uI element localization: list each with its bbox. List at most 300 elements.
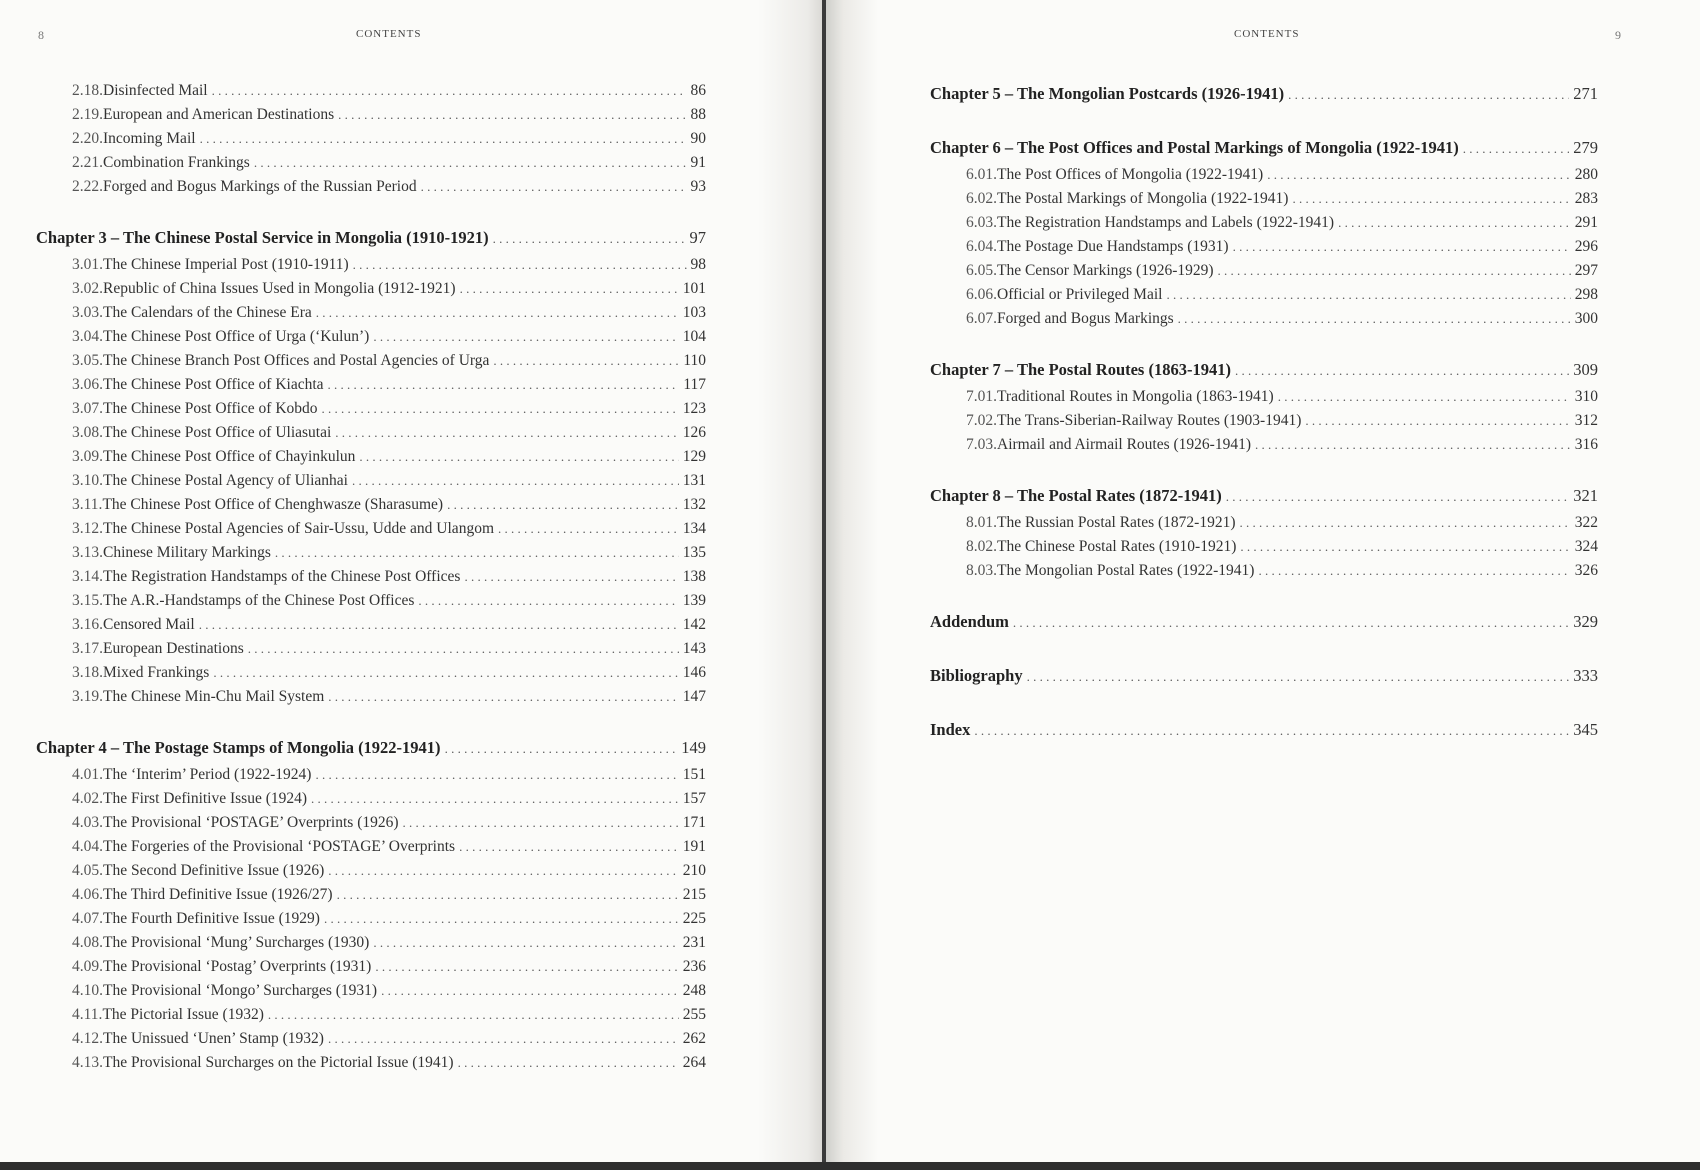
toc-section-number: 3.07. (72, 400, 103, 417)
toc-leader-dots (1226, 489, 1569, 505)
toc-section-title: Republic of China Issues Used in Mongolia (1912-1921) (103, 280, 456, 297)
toc-section-title: The Chinese Branch Post Offices and Postal Agencies of Urga (103, 352, 490, 369)
toc-group (930, 666, 1598, 694)
toc-leader-dots (1013, 615, 1569, 631)
toc-section-entry (0, 1054, 706, 1078)
toc-section-title: The Pictorial Issue (1932) (102, 1006, 264, 1023)
toc-section-entry (930, 562, 1598, 586)
toc-page-number: 283 (1574, 190, 1598, 207)
toc-section-title: European Destinations (103, 640, 244, 657)
toc-section-entry (0, 664, 706, 688)
toc-section-title: The Chinese Postal Rates (1910-1921) (997, 538, 1237, 555)
toc-section-entry (0, 400, 706, 424)
toc-section-title: The Provisional ‘Mung’ Surcharges (1930) (103, 934, 370, 951)
toc-chapter-entry (930, 84, 1598, 112)
toc-page-number: 134 (682, 520, 706, 537)
toc-page-number: 93 (690, 178, 706, 195)
toc-page-number: 329 (1573, 612, 1598, 631)
toc-page-number: 171 (682, 814, 706, 831)
toc-section-entry (930, 310, 1598, 334)
toc-section-entry (930, 190, 1598, 214)
toc-section-number: 2.20. (72, 130, 103, 147)
toc-section-entry (0, 130, 706, 154)
toc-section-title: Traditional Routes in Mongolia (1863-1941) (997, 388, 1274, 405)
toc-page-number: 132 (682, 496, 706, 513)
toc-section-title: The Postage Due Handstamps (1931) (997, 238, 1229, 255)
toc-page-number: 98 (690, 256, 706, 273)
toc-page-number: 324 (1574, 538, 1598, 555)
toc-chapter-title: Chapter 5 – The Mongolian Postcards (1926-1941) (930, 84, 1285, 103)
toc-leader-dots (418, 593, 678, 609)
toc-page-number: 322 (1574, 514, 1598, 531)
toc-section-title: Mixed Frankings (103, 664, 210, 681)
toc-section-entry (0, 328, 706, 352)
toc-section-title: The Chinese Min-Chu Mail System (103, 688, 325, 705)
toc-leader-dots (275, 545, 679, 561)
toc-leader-dots (199, 617, 679, 633)
toc-page-number: 215 (682, 886, 706, 903)
toc-page-number: 345 (1573, 720, 1598, 739)
toc-chapter-title: Addendum (930, 612, 1009, 631)
toc-section-entry (0, 520, 706, 544)
toc-leader-dots (1240, 515, 1571, 531)
toc-section-number: 3.04. (72, 328, 103, 345)
toc-leader-dots (459, 839, 679, 855)
toc-leader-dots (498, 521, 679, 537)
toc-right (930, 84, 1598, 774)
toc-section-title: The Chinese Postal Agency of Ulianhai (103, 472, 348, 489)
toc-section-entry (930, 238, 1598, 262)
toc-section-number: 3.01. (72, 256, 103, 273)
toc-section-number: 3.10. (72, 472, 103, 489)
toc-section-number: 3.15. (72, 592, 103, 609)
toc-section-number: 8.02. (966, 538, 997, 555)
toc-page-number: 142 (682, 616, 706, 633)
scanner-edge (0, 1162, 1700, 1170)
toc-leader-dots (1463, 141, 1570, 157)
toc-leader-dots (1278, 389, 1571, 405)
toc-section-number: 7.02. (966, 412, 997, 429)
toc-section-entry (930, 388, 1598, 412)
toc-leader-dots (328, 863, 679, 879)
toc-page-number: 310 (1574, 388, 1598, 405)
toc-section-number: 4.13. (72, 1054, 103, 1071)
toc-section-number: 6.01. (966, 166, 997, 183)
toc-section-entry (0, 376, 706, 400)
toc-section-entry (930, 262, 1598, 286)
toc-section-entry (0, 568, 706, 592)
toc-section-number: 6.06. (966, 286, 997, 303)
toc-page-number: 225 (682, 910, 706, 927)
toc-page-number: 248 (682, 982, 706, 999)
toc-section-title: The Chinese Postal Agencies of Sair-Ussu, Udde and Ulangom (103, 520, 494, 537)
toc-leader-dots (311, 791, 679, 807)
toc-section-title: The Provisional ‘POSTAGE’ Overprints (1926) (103, 814, 399, 831)
toc-leader-dots (1305, 413, 1570, 429)
toc-leader-dots (1027, 669, 1570, 685)
toc-section-entry (0, 154, 706, 178)
toc-group (0, 738, 706, 1078)
toc-group (930, 138, 1598, 334)
toc-section-entry (0, 496, 706, 520)
toc-section-entry (0, 616, 706, 640)
toc-section-number: 2.18. (72, 82, 103, 99)
toc-section-title: The Postal Markings of Mongolia (1922-1941) (997, 190, 1289, 207)
toc-page-number: 88 (690, 106, 706, 123)
toc-leader-dots (248, 641, 679, 657)
toc-section-number: 3.18. (72, 664, 103, 681)
toc-section-number: 3.12. (72, 520, 103, 537)
toc-section-entry (0, 1030, 706, 1054)
toc-leader-dots (1218, 263, 1571, 279)
toc-section-number: 3.08. (72, 424, 103, 441)
toc-page-number: 135 (682, 544, 706, 561)
toc-leader-dots (268, 1007, 679, 1023)
toc-chapter-title: Chapter 8 – The Postal Rates (1872-1941) (930, 486, 1222, 505)
toc-page-number: 333 (1573, 666, 1598, 685)
toc-section-number: 8.01. (966, 514, 997, 531)
toc-section-number: 3.16. (72, 616, 103, 633)
toc-page-number: 280 (1574, 166, 1598, 183)
toc-page-number: 296 (1574, 238, 1598, 255)
toc-leader-dots (375, 959, 678, 975)
toc-leader-dots (315, 767, 678, 783)
toc-page-number: 131 (682, 472, 706, 489)
toc-section-title: Forged and Bogus Markings (997, 310, 1174, 327)
toc-page-number: 123 (682, 400, 706, 417)
toc-section-number: 8.03. (966, 562, 997, 579)
toc-section-entry (930, 538, 1598, 562)
toc-leader-dots (1292, 191, 1570, 207)
running-head-left: CONTENTS (356, 28, 422, 40)
toc-chapter-title: Chapter 6 – The Post Offices and Postal Markings of Mongolia (1922-1941) (930, 138, 1459, 157)
toc-section-entry (930, 166, 1598, 190)
toc-section-entry (0, 82, 706, 106)
toc-page-number: 129 (682, 448, 706, 465)
toc-leader-dots (213, 665, 678, 681)
toc-leader-dots (254, 155, 687, 171)
toc-section-number: 3.11. (72, 496, 103, 513)
toc-section-title: European and American Destinations (103, 106, 335, 123)
toc-leader-dots (328, 377, 680, 393)
toc-section-title: Airmail and Airmail Routes (1926-1941) (997, 436, 1251, 453)
toc-page-number: 147 (682, 688, 706, 705)
toc-section-title: The Censor Markings (1926-1929) (997, 262, 1214, 279)
toc-section-number: 3.17. (72, 640, 103, 657)
toc-section-title: The Third Definitive Issue (1926/27) (103, 886, 333, 903)
toc-page-number: 86 (690, 82, 706, 99)
toc-section-entry (0, 910, 706, 934)
toc-section-title: Combination Frankings (103, 154, 250, 171)
right-page (826, 0, 1700, 1162)
toc-page-number: 104 (682, 328, 706, 345)
toc-page-number: 110 (683, 352, 706, 369)
toc-section-entry (0, 256, 706, 280)
toc-leader-dots (381, 983, 679, 999)
toc-page-number: 157 (682, 790, 706, 807)
toc-group (930, 486, 1598, 586)
toc-section-title: The A.R.-Handstamps of the Chinese Post Offices (103, 592, 415, 609)
toc-section-title: The Chinese Post Office of Chenghwasze (Sharasume) (102, 496, 444, 513)
toc-section-title: The First Definitive Issue (1924) (103, 790, 308, 807)
toc-page-number: 146 (682, 664, 706, 681)
toc-group (930, 360, 1598, 460)
toc-section-entry (0, 886, 706, 910)
toc-section-title: The Second Definitive Issue (1926) (103, 862, 325, 879)
toc-page-number: 255 (682, 1006, 706, 1023)
toc-leader-dots (464, 569, 678, 585)
toc-section-entry (0, 106, 706, 130)
toc-section-number: 6.05. (966, 262, 997, 279)
toc-page-number: 279 (1573, 138, 1598, 157)
toc-group (0, 82, 706, 202)
toc-page-number: 90 (690, 130, 706, 147)
toc-page-number: 316 (1574, 436, 1598, 453)
toc-section-entry (0, 766, 706, 790)
toc-section-number: 6.03. (966, 214, 997, 231)
toc-leader-dots (212, 83, 687, 99)
toc-section-entry (930, 286, 1598, 310)
toc-section-number: 3.03. (72, 304, 103, 321)
toc-group (930, 84, 1598, 112)
toc-page-number: 191 (682, 838, 706, 855)
toc-section-number: 4.08. (72, 934, 103, 951)
toc-page-number: 298 (1574, 286, 1598, 303)
toc-page-number: 138 (682, 568, 706, 585)
toc-section-number: 4.02. (72, 790, 103, 807)
toc-leader-dots (324, 911, 679, 927)
toc-section-title: The Chinese Post Office of Kobdo (103, 400, 318, 417)
toc-leader-dots (447, 497, 679, 513)
toc-leader-dots (373, 935, 678, 951)
toc-section-number: 3.14. (72, 568, 103, 585)
toc-section-number: 7.01. (966, 388, 997, 405)
toc-section-number: 4.04. (72, 838, 103, 855)
toc-section-entry (0, 592, 706, 616)
toc-section-number: 7.03. (966, 436, 997, 453)
left-page (0, 0, 824, 1162)
page-number-left: 8 (38, 28, 44, 42)
toc-section-number: 3.06. (72, 376, 103, 393)
toc-section-number: 2.21. (72, 154, 103, 171)
toc-section-title: The Registration Handstamps and Labels (1922-1941) (997, 214, 1335, 231)
toc-section-number: 6.04. (966, 238, 997, 255)
toc-leader-dots (460, 281, 679, 297)
toc-section-number: 4.12. (72, 1030, 103, 1047)
toc-section-number: 4.09. (72, 958, 103, 975)
toc-leader-dots (458, 1055, 679, 1071)
toc-section-title: The Chinese Post Office of Kiachta (103, 376, 324, 393)
toc-page-number: 297 (1574, 262, 1598, 279)
toc-section-title: The Russian Postal Rates (1872-1921) (997, 514, 1236, 531)
toc-leader-dots (353, 257, 687, 273)
toc-leader-dots (1233, 239, 1571, 255)
toc-section-title: The Chinese Post Office of Urga (‘Kulun’) (103, 328, 370, 345)
toc-section-entry (0, 424, 706, 448)
toc-leader-dots (421, 179, 687, 195)
toc-leader-dots (335, 425, 678, 441)
toc-section-title: The Chinese Imperial Post (1910-1911) (103, 256, 349, 273)
toc-section-title: Disinfected Mail (103, 82, 208, 99)
toc-leader-dots (200, 131, 687, 147)
toc-leader-dots (316, 305, 679, 321)
toc-section-title: Chinese Military Markings (103, 544, 271, 561)
toc-section-title: The ‘Interim’ Period (1922-1924) (103, 766, 312, 783)
toc-section-title: The Provisional ‘Postag’ Overprints (1931) (103, 958, 372, 975)
toc-page-number: 236 (682, 958, 706, 975)
toc-leader-dots (1240, 539, 1570, 555)
toc-leader-dots (445, 741, 678, 757)
toc-section-title: The Registration Handstamps of the Chinese Post Offices (103, 568, 461, 585)
toc-leader-dots (1338, 215, 1571, 231)
toc-section-number: 6.02. (966, 190, 997, 207)
toc-section-number: 3.02. (72, 280, 103, 297)
toc-section-title: The Provisional ‘Mongo’ Surcharges (1931) (103, 982, 378, 999)
toc-section-title: The Trans-Siberian-Railway Routes (1903-1941) (997, 412, 1302, 429)
toc-page-number: 117 (683, 376, 706, 393)
toc-chapter-title: Chapter 3 – The Chinese Postal Service in Mongolia (1910-1921) (36, 228, 489, 247)
toc-group (930, 612, 1598, 640)
toc-chapter-title: Chapter 4 – The Postage Stamps of Mongolia (1922-1941) (36, 738, 441, 757)
toc-leader-dots (352, 473, 679, 489)
toc-leader-dots (493, 353, 679, 369)
toc-section-title: Censored Mail (103, 616, 195, 633)
toc-page-number: 262 (682, 1030, 706, 1047)
toc-section-entry (0, 1006, 706, 1030)
toc-leader-dots (1288, 87, 1569, 103)
toc-leader-dots (328, 1031, 679, 1047)
page-number-right: 9 (1615, 28, 1621, 42)
toc-chapter-entry (930, 612, 1598, 640)
toc-page-number: 264 (682, 1054, 706, 1071)
toc-section-entry (0, 304, 706, 328)
toc-chapter-title: Index (930, 720, 971, 739)
toc-group (0, 228, 706, 712)
toc-section-entry (0, 448, 706, 472)
toc-page-number: 143 (682, 640, 706, 657)
toc-leader-dots (328, 689, 678, 705)
toc-section-title: The Forgeries of the Provisional ‘POSTAGE’ Overprints (103, 838, 456, 855)
toc-leader-dots (1267, 167, 1571, 183)
toc-page-number: 231 (682, 934, 706, 951)
toc-leader-dots (1258, 563, 1570, 579)
toc-section-entry (930, 412, 1598, 436)
toc-leader-dots (373, 329, 678, 345)
toc-leader-dots (322, 401, 679, 417)
toc-page-number: 321 (1573, 486, 1598, 505)
toc-leader-dots (974, 723, 1569, 739)
toc-chapter-entry (930, 666, 1598, 694)
toc-section-title: Forged and Bogus Markings of the Russian Period (103, 178, 417, 195)
toc-section-title: The Fourth Definitive Issue (1929) (103, 910, 320, 927)
toc-page-number: 309 (1573, 360, 1598, 379)
toc-section-title: The Mongolian Postal Rates (1922-1941) (997, 562, 1255, 579)
toc-leader-dots (1166, 287, 1570, 303)
toc-section-title: Official or Privileged Mail (997, 286, 1163, 303)
toc-section-entry (0, 982, 706, 1006)
toc-leader-dots (1235, 363, 1569, 379)
toc-section-number: 3.19. (72, 688, 103, 705)
toc-left (0, 82, 706, 1104)
toc-section-entry (0, 862, 706, 886)
toc-section-number: 6.07. (966, 310, 997, 327)
toc-section-entry (0, 958, 706, 982)
toc-section-entry (0, 790, 706, 814)
toc-page-number: 139 (682, 592, 706, 609)
toc-section-number: 2.22. (72, 178, 103, 195)
toc-chapter-entry (0, 738, 706, 766)
toc-leader-dots (1178, 311, 1571, 327)
toc-page-number: 149 (681, 738, 706, 757)
toc-section-entry (930, 436, 1598, 460)
toc-section-title: The Unissued ‘Unen’ Stamp (1932) (103, 1030, 324, 1047)
toc-section-number: 4.03. (72, 814, 103, 831)
toc-section-entry (0, 934, 706, 958)
toc-section-number: 4.07. (72, 910, 103, 927)
toc-section-number: 4.10. (72, 982, 103, 999)
toc-group (930, 720, 1598, 748)
toc-chapter-entry (930, 486, 1598, 514)
toc-section-title: The Post Offices of Mongolia (1922-1941) (997, 166, 1264, 183)
toc-leader-dots (403, 815, 679, 831)
toc-page-number: 300 (1574, 310, 1598, 327)
toc-section-number: 3.09. (72, 448, 103, 465)
toc-page-number: 97 (689, 228, 706, 247)
toc-section-title: The Chinese Post Office of Chayinkulun (103, 448, 356, 465)
toc-section-number: 4.01. (72, 766, 103, 783)
toc-section-title: The Chinese Post Office of Uliasutai (103, 424, 332, 441)
toc-section-number: 2.19. (72, 106, 103, 123)
toc-section-entry (0, 838, 706, 862)
toc-chapter-entry (0, 228, 706, 256)
toc-section-entry (0, 688, 706, 712)
toc-section-title: The Calendars of the Chinese Era (103, 304, 312, 321)
toc-section-number: 3.13. (72, 544, 103, 561)
toc-leader-dots (338, 107, 686, 123)
toc-section-number: 3.05. (72, 352, 103, 369)
toc-section-number: 4.06. (72, 886, 103, 903)
toc-section-number: 4.11. (72, 1006, 103, 1023)
toc-chapter-entry (930, 138, 1598, 166)
toc-section-entry (0, 178, 706, 202)
toc-page-number: 101 (682, 280, 706, 297)
toc-section-number: 4.05. (72, 862, 103, 879)
toc-page-number: 312 (1574, 412, 1598, 429)
toc-page-number: 91 (690, 154, 706, 171)
toc-section-title: The Provisional Surcharges on the Pictorial Issue (1941) (103, 1054, 454, 1071)
toc-page-number: 126 (682, 424, 706, 441)
toc-section-entry (0, 472, 706, 496)
toc-leader-dots (337, 887, 679, 903)
toc-page-number: 151 (682, 766, 706, 783)
toc-page-number: 326 (1574, 562, 1598, 579)
toc-chapter-entry (930, 360, 1598, 388)
toc-leader-dots (1255, 437, 1571, 453)
toc-section-entry (930, 214, 1598, 238)
toc-page-number: 271 (1573, 84, 1598, 103)
toc-section-entry (930, 514, 1598, 538)
toc-leader-dots (359, 449, 678, 465)
toc-section-entry (0, 352, 706, 376)
toc-page-number: 210 (682, 862, 706, 879)
toc-section-entry (0, 814, 706, 838)
toc-section-entry (0, 640, 706, 664)
toc-chapter-title: Bibliography (930, 666, 1023, 685)
toc-section-title: Incoming Mail (103, 130, 196, 147)
toc-chapter-title: Chapter 7 – The Postal Routes (1863-1941) (930, 360, 1231, 379)
toc-page-number: 291 (1574, 214, 1598, 231)
toc-section-entry (0, 544, 706, 568)
